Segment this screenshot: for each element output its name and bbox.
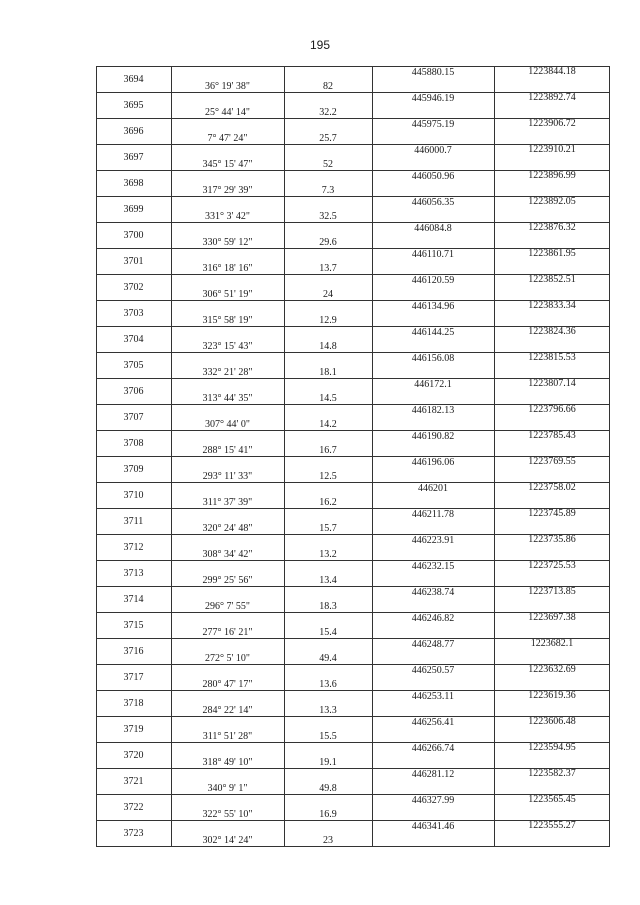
x-coordinate: 446000.7: [414, 145, 452, 156]
distance-value: 13.2: [319, 549, 337, 560]
point-number: 3694: [123, 74, 144, 85]
direction-angle: 36° 19' 38": [205, 81, 250, 92]
y-coordinate: 1223896.99: [528, 170, 576, 181]
y-coordinate: 1223852.51: [528, 274, 576, 285]
table-row: [96, 170, 610, 196]
point-number: 3711: [123, 516, 144, 527]
direction-angle: 306° 51' 19": [202, 289, 253, 300]
distance-value: 15.5: [319, 731, 337, 742]
y-coordinate: 1223745.89: [528, 508, 576, 519]
x-coordinate: 446084.8: [414, 223, 452, 234]
table-row: [96, 118, 610, 144]
table-row: [96, 768, 610, 794]
direction-angle: 277° 16' 21": [202, 627, 253, 638]
table-row: [96, 144, 610, 170]
direction-angle: 330° 59' 12": [202, 237, 253, 248]
x-coordinate: 446110.71: [411, 249, 455, 260]
y-coordinate: 1223815.53: [528, 352, 576, 363]
table-row: [96, 820, 610, 846]
y-coordinate: 1223796.66: [528, 404, 576, 415]
table-row: [96, 248, 610, 274]
y-coordinate: 1223555.27: [528, 820, 576, 831]
distance-value: 15.7: [319, 523, 337, 534]
y-coordinate: 1223682.1: [530, 638, 574, 649]
point-number: 3707: [123, 412, 144, 423]
direction-angle: 331° 3' 42": [205, 211, 250, 222]
distance-value: 32.2: [319, 107, 337, 118]
direction-angle: 293° 11' 33": [202, 471, 253, 482]
y-coordinate: 1223697.38: [528, 612, 576, 623]
point-number: 3715: [123, 620, 144, 631]
point-number: 3713: [123, 568, 144, 579]
point-number: 3723: [123, 828, 144, 839]
table-row: [96, 66, 610, 92]
point-number: 3719: [123, 724, 144, 735]
direction-angle: 299° 25' 56": [202, 575, 253, 586]
point-number: 3708: [123, 438, 144, 449]
distance-value: 16.7: [319, 445, 337, 456]
x-coordinate: 446341.46: [411, 821, 455, 832]
x-coordinate: 446134.96: [411, 301, 455, 312]
x-coordinate: 446050.96: [411, 171, 455, 182]
direction-angle: 320° 24' 48": [202, 523, 253, 534]
point-number: 3722: [123, 802, 144, 813]
table-row: [96, 560, 610, 586]
direction-angle: 315° 58' 19": [202, 315, 253, 326]
point-number: 3710: [123, 490, 144, 501]
x-coordinate: 446201: [418, 483, 448, 494]
distance-value: 14.2: [319, 419, 337, 430]
distance-value: 29.6: [319, 237, 337, 248]
direction-angle: 284° 22' 14": [202, 705, 253, 716]
direction-angle: 308° 34' 42": [202, 549, 253, 560]
y-coordinate: 1223844.18: [528, 66, 576, 77]
y-coordinate: 1223876.32: [528, 222, 576, 233]
y-coordinate: 1223758.02: [528, 482, 576, 493]
y-coordinate: 1223619.36: [528, 690, 576, 701]
x-coordinate: 446182.13: [411, 405, 455, 416]
direction-angle: 307° 44' 0": [205, 419, 250, 430]
table-row: [96, 326, 610, 352]
direction-angle: 322° 55' 10": [202, 809, 253, 820]
y-coordinate: 1223713.85: [528, 586, 576, 597]
y-coordinate: 1223833.34: [528, 300, 576, 311]
distance-value: 16.2: [319, 497, 337, 508]
point-number: 3702: [123, 282, 144, 293]
distance-value: 15.4: [319, 627, 337, 638]
direction-angle: 318° 49' 10": [202, 757, 253, 768]
x-coordinate: 446232.15: [411, 561, 455, 572]
distance-value: 52: [323, 159, 333, 170]
direction-angle: 311° 37' 39": [202, 497, 253, 508]
distance-value: 82: [323, 81, 333, 92]
x-coordinate: 446172.1: [414, 379, 452, 390]
x-coordinate: 445946.19: [411, 93, 455, 104]
point-number: 3703: [123, 308, 144, 319]
distance-value: 49.8: [319, 783, 337, 794]
distance-value: 13.7: [319, 263, 337, 274]
x-coordinate: 446248.77: [411, 639, 455, 650]
direction-angle: 296° 7' 55": [205, 601, 250, 612]
direction-angle: 317° 29' 39": [202, 185, 253, 196]
y-coordinate: 1223769.55: [528, 456, 576, 467]
distance-value: 12.5: [319, 471, 337, 482]
table-row: [96, 430, 610, 456]
x-coordinate: 446156.08: [411, 353, 455, 364]
table-row: [96, 534, 610, 560]
table-row: [96, 794, 610, 820]
table-row: [96, 742, 610, 768]
x-coordinate: 446120.59: [411, 275, 455, 286]
direction-angle: 25° 44' 14": [205, 107, 250, 118]
distance-value: 7.3: [321, 185, 335, 196]
direction-angle: 340° 9' 1": [207, 783, 248, 794]
point-number: 3714: [123, 594, 144, 605]
y-coordinate: 1223910.21: [528, 144, 576, 155]
x-coordinate: 446190.82: [411, 431, 455, 442]
point-number: 3706: [123, 386, 144, 397]
point-number: 3717: [123, 672, 144, 683]
table-row: [96, 690, 610, 716]
y-coordinate: 1223785.43: [528, 430, 576, 441]
distance-value: 16.9: [319, 809, 337, 820]
distance-value: 24: [323, 289, 333, 300]
point-number: 3712: [123, 542, 144, 553]
table-row: [96, 586, 610, 612]
table-row: [96, 612, 610, 638]
point-number: 3718: [123, 698, 144, 709]
direction-angle: 302° 14' 24": [202, 835, 253, 846]
x-coordinate: 446211.78: [411, 509, 455, 520]
distance-value: 32.5: [319, 211, 337, 222]
x-coordinate: 446238.74: [411, 587, 455, 598]
direction-angle: 316° 18' 16": [202, 263, 253, 274]
point-number: 3705: [123, 360, 144, 371]
table-row: [96, 274, 610, 300]
point-number: 3699: [123, 204, 144, 215]
y-coordinate: 1223632.69: [528, 664, 576, 675]
table-row: [96, 508, 610, 534]
distance-value: 18.3: [319, 601, 337, 612]
distance-value: 13.3: [319, 705, 337, 716]
direction-angle: 332° 21' 28": [202, 367, 253, 378]
point-number: 3704: [123, 334, 144, 345]
distance-value: 12.9: [319, 315, 337, 326]
table-row: [96, 664, 610, 690]
y-coordinate: 1223807.14: [528, 378, 576, 389]
y-coordinate: 1223861.95: [528, 248, 576, 259]
direction-angle: 7° 47' 24": [207, 133, 248, 144]
x-coordinate: 446246.82: [411, 613, 455, 624]
table-row: [96, 196, 610, 222]
y-coordinate: 1223906.72: [528, 118, 576, 129]
point-number: 3695: [123, 100, 144, 111]
y-coordinate: 1223892.74: [528, 92, 576, 103]
direction-angle: 313° 44' 35": [202, 393, 253, 404]
coordinates-table: [96, 66, 610, 846]
direction-angle: 311° 51' 28": [202, 731, 253, 742]
page-number: 195: [309, 38, 331, 52]
x-coordinate: 446256.41: [411, 717, 455, 728]
x-coordinate: 446144.25: [411, 327, 455, 338]
x-coordinate: 446266.74: [411, 743, 455, 754]
y-coordinate: 1223582.37: [528, 768, 576, 779]
table-row: [96, 222, 610, 248]
x-coordinate: 445975.19: [411, 119, 455, 130]
direction-angle: 288° 15' 41": [202, 445, 253, 456]
y-coordinate: 1223725.53: [528, 560, 576, 571]
point-number: 3697: [123, 152, 144, 163]
direction-angle: 272° 5' 10": [205, 653, 250, 664]
y-coordinate: 1223565.45: [528, 794, 576, 805]
table-row: [96, 482, 610, 508]
table-row: [96, 716, 610, 742]
table-row: [96, 404, 610, 430]
direction-angle: 280° 47' 17": [202, 679, 253, 690]
point-number: 3721: [123, 776, 144, 787]
point-number: 3720: [123, 750, 144, 761]
distance-value: 13.6: [319, 679, 337, 690]
table-row: [96, 456, 610, 482]
point-number: 3696: [123, 126, 144, 137]
y-coordinate: 1223606.48: [528, 716, 576, 727]
x-coordinate: 446196.06: [411, 457, 455, 468]
direction-angle: 323° 15' 43": [202, 341, 253, 352]
table-row: [96, 300, 610, 326]
x-coordinate: 445880.15: [411, 67, 455, 78]
distance-value: 13.4: [319, 575, 337, 586]
table-row: [96, 92, 610, 118]
point-number: 3701: [123, 256, 144, 267]
point-number: 3716: [123, 646, 144, 657]
point-number: 3700: [123, 230, 144, 241]
distance-value: 19.1: [319, 757, 337, 768]
x-coordinate: 446253.11: [411, 691, 455, 702]
y-coordinate: 1223892.05: [528, 196, 576, 207]
table-row: [96, 378, 610, 404]
x-coordinate: 446250.57: [411, 665, 455, 676]
distance-value: 18.1: [319, 367, 337, 378]
x-coordinate: 446056.35: [411, 197, 455, 208]
distance-value: 25.7: [319, 133, 337, 144]
x-coordinate: 446223.91: [411, 535, 455, 546]
y-coordinate: 1223735.86: [528, 534, 576, 545]
point-number: 3698: [123, 178, 144, 189]
y-coordinate: 1223594.95: [528, 742, 576, 753]
distance-value: 49.4: [319, 653, 337, 664]
distance-value: 14.8: [319, 341, 337, 352]
y-coordinate: 1223824.36: [528, 326, 576, 337]
x-coordinate: 446281.12: [411, 769, 455, 780]
table-row: [96, 352, 610, 378]
x-coordinate: 446327.99: [411, 795, 455, 806]
direction-angle: 345° 15' 47": [202, 159, 253, 170]
distance-value: 14.5: [319, 393, 337, 404]
point-number: 3709: [123, 464, 144, 475]
table-row: [96, 638, 610, 664]
distance-value: 23: [323, 835, 333, 846]
